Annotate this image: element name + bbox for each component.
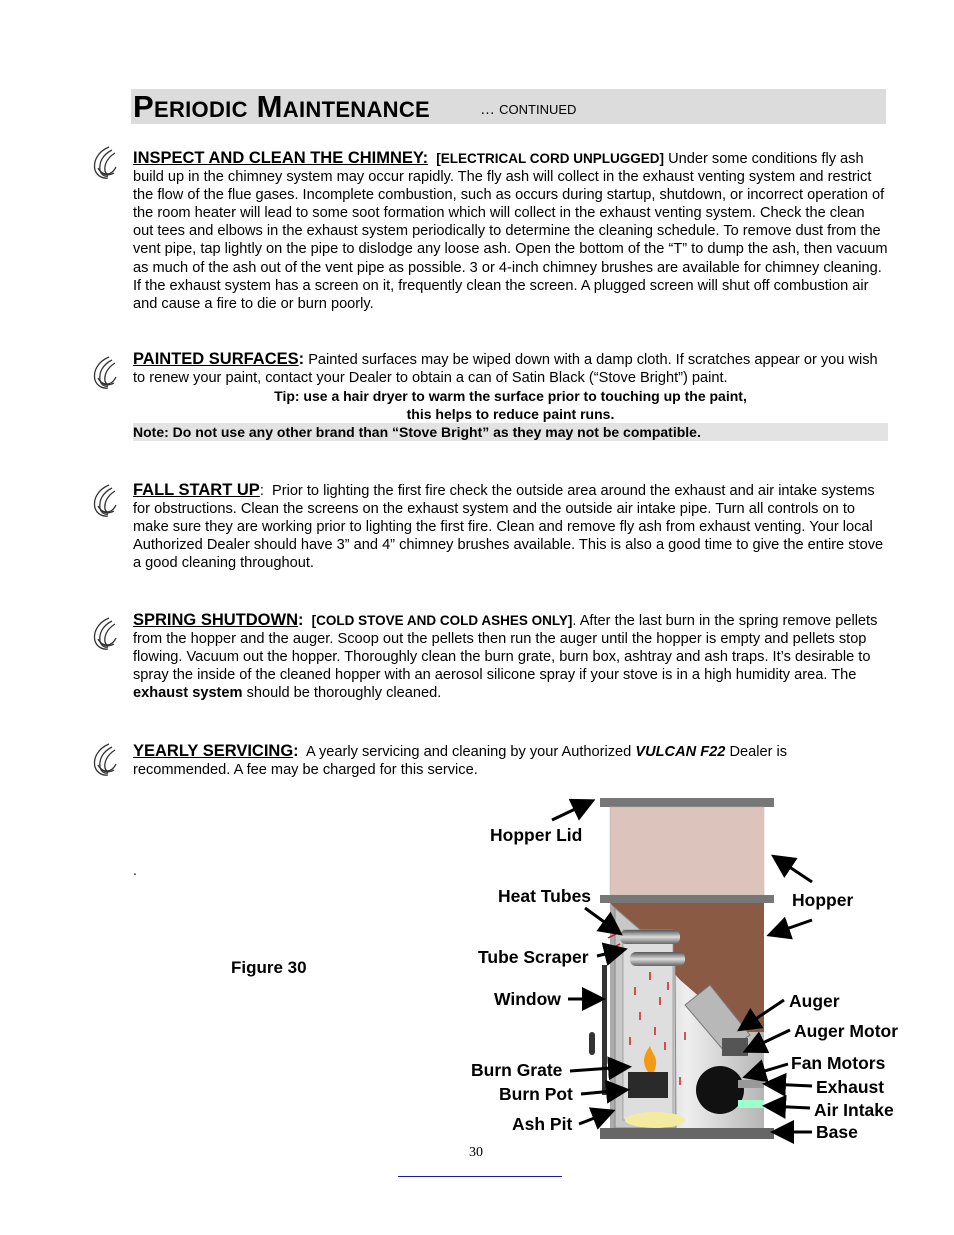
painted-note: Note: Do not use any other brand than “Stove Bright” as they may not be compatible. [133, 423, 888, 441]
section-yearly: YEARLY SERVICING: A yearly servicing and cleaning by your Authorized VULCAN F22 Dealer is recommended. A fee may be charged for this service. [133, 742, 788, 779]
page-title: Periodic Maintenance [133, 89, 431, 124]
label-hopper-lid: Hopper Lid [490, 825, 583, 845]
chimney-tag: [ELECTRICAL CORD UNPLUGGED] [436, 151, 665, 166]
title-continued: … CONTINUED [480, 101, 577, 118]
painted-text: Painted surfaces may be wiped down with a damp cloth. If scratches appear or you wish to renew your paint, contact your Dealer to obtain a can of Satin Black (“Stove Bright”) paint. [133, 352, 878, 387]
flame-bullet-icon [89, 146, 119, 180]
section-fall: FALL START UP: Prior to lighting the first fire check the outside area around the exhaust and air intake systems for obstructions. Clean the screens on the exhaust system and the outside air intake pipe. Turn all controls on to make sure they are working prior to lighting the first fire. Clean and remove fly ash from exhaust venting. Your local Authorized Dealer should have 3” and 4” chimney brushes available. This is also a good time to give the entire stove a good cleaning throughout. [133, 481, 884, 572]
label-auger-motor: Auger Motor [794, 1021, 899, 1041]
heat-tube [620, 930, 680, 944]
label-ash-pit: Ash Pit [512, 1114, 573, 1134]
page-number: 30 [469, 1145, 483, 1160]
chimney-text: Under some conditions fly ash build up in the chimney system may occur rapidly. The fly ash will collect in the exhaust venting system and restrict the flow of the flue gases. Incomplete combustion, such as occurs during startup, shutdown, or incorrect operation of the room heater will lead to some soot formation which will collect in the exhaust venting system. Check the clean out tees and elbows in the exhaust system periodically to determine the cleaning schedule. To remove dust from the vent pipe, tap lightly on the pipe to dislodge any loose ash. Open the bottom of the “T” to dump the ash, then vacuum as much of the ash out of the vent pipe as possible. 3 or 4-inch chimney brushes are available for chimney cleaning. If the exhaust system has a screen on it, frequently clean the screen. A plugged screen will shut off combustion air and cause a fire to die or burn poorly. [133, 151, 888, 312]
label-heat-tubes: Heat Tubes [498, 886, 592, 906]
section-chimney [133, 149, 888, 313]
label-air-intake: Air Intake [814, 1100, 894, 1120]
spring-bold-phrase: exhaust system [133, 685, 243, 702]
yearly-brand: VULCAN F22 [635, 744, 726, 760]
label-fan-motors: Fan Motors [791, 1053, 886, 1073]
label-auger: Auger [789, 991, 840, 1011]
section-painted: PAINTED SURFACES: Painted surfaces may be wiped down with a damp cloth. If scratches appear or you wish to renew your paint, contact your Dealer to obtain a can of Satin Black (“Stove Bright”) paint. Tip: use a hair dryer to warm the surface prior to touching up the paint, this helps to reduce paint runs. Note: Do not use any other brand than “Stove Bright” as they may not be compatible. [133, 350, 888, 441]
hopper-lid-bar [600, 798, 774, 807]
flame-bullet-icon [89, 617, 119, 651]
yearly-heading: YEARLY SERVICING [133, 742, 294, 760]
flame-bullet-icon [89, 356, 119, 390]
chimney-heading: INSPECT AND CLEAN THE CHIMNEY: [133, 149, 429, 167]
arrow-hopper-down [772, 920, 812, 934]
flame-bullet-icon [89, 484, 119, 518]
stray-dot: . [133, 862, 137, 878]
fall-heading: FALL START UP [133, 481, 260, 499]
section-spring: SPRING SHUTDOWN: [COLD STOVE AND COLD ASHES ONLY]. After the last burn in the spring remove pellets from the hopper and the auger. Scoop out the pellets then run the auger until the hopper is empty and pellets stop flowing. Vacuum out the hopper. Thoroughly clean the burn grate, burn box, ashtray and ash traps. It’s desirable to spray the inside of the cleaned hopper with an aerosol silicone spray if your stove is in a high humidity area. The exhaust system should be thoroughly cleaned. [133, 611, 878, 702]
arrow-hopper-up [776, 858, 812, 882]
figure-caption: Figure 30 [231, 958, 307, 977]
painted-tip-line2: this helps to reduce paint runs. [406, 406, 615, 423]
fan-housing [696, 1066, 744, 1114]
label-hopper: Hopper [792, 890, 854, 910]
arrow-hopper-lid [552, 802, 590, 820]
yearly-text: A yearly servicing and cleaning by your Authorized [305, 744, 632, 760]
hopper-upper [610, 807, 764, 895]
spring-heading: SPRING SHUTDOWN [133, 611, 298, 629]
fall-text: Prior to lighting the first fire check the outside area around the exhaust and air intake systems for obstructions. Clean the screens on the exhaust system and the outside air intake pipe. Turn all controls on to make sure they are working prior to lighting the first fire. Clean and remove fly ash from exhaust venting. Your local Authorized Dealer should have 3” and 4” chimney brushes available. This is also a good time to give the entire stove a good cleaning throughout. [133, 483, 884, 572]
stove-diagram [440, 790, 920, 1150]
spring-text: . After the last burn in the spring remove pellets from the hopper and the auger. Scoop out the pellets then run the auger until the hopper is empty and pellets stop flowing. Vacuum out the hopper. Thoroughly clean the burn grate, burn box, ashtray and ash traps. It’s desirable to spray the inside of the cleaned hopper with an aerosol silicone spray if your stove is in a high humidity area. The [133, 613, 878, 684]
ash-pit [625, 1112, 685, 1128]
label-burn-pot: Burn Pot [499, 1084, 573, 1104]
spring-tag: [COLD STOVE AND COLD ASHES ONLY] [311, 613, 573, 628]
label-window: Window [494, 989, 561, 1009]
label-base: Base [816, 1122, 858, 1142]
painted-tip-line1: Tip: use a hair dryer to warm the surface prior to touching up the paint, [274, 388, 747, 405]
label-tube-scraper: Tube Scraper [478, 947, 589, 967]
burn-pot [628, 1072, 668, 1098]
window-panel [602, 965, 607, 1095]
arrow-ash-pit [579, 1112, 610, 1124]
label-exhaust: Exhaust [816, 1077, 885, 1097]
flame-bullet-icon [89, 743, 119, 777]
base-bar [600, 1128, 774, 1139]
arrow-exhaust [768, 1084, 812, 1086]
arrow-air-intake [768, 1106, 810, 1108]
footer-rule [398, 1176, 562, 1177]
heat-tube [630, 952, 685, 966]
painted-heading: PAINTED SURFACES [133, 350, 299, 368]
label-burn-grate: Burn Grate [471, 1060, 563, 1080]
hopper-mid-bar [600, 895, 774, 903]
